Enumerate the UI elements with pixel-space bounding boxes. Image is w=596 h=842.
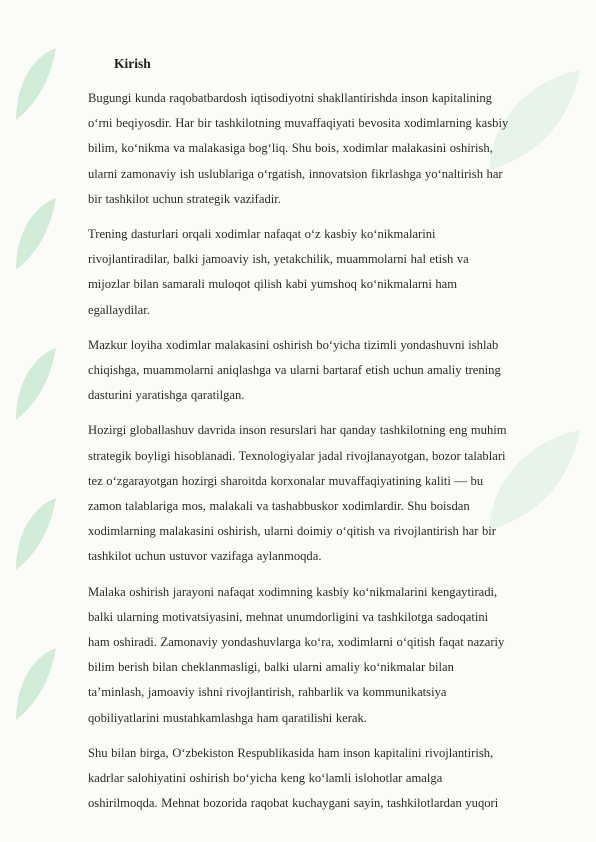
- paragraph: [88, 222, 548, 323]
- text-line: bilim, ko‘nikma va malakasiga bog‘liq. Shu bois, xodimlar malakasini oshirish,: [88, 141, 493, 156]
- text-line: bir tashkilot uchun strategik vazifadir.: [88, 191, 281, 206]
- text-line: bilim berish bilan cheklanmasligi, balki ularni amaliy ko‘nikmalar bilan: [88, 660, 454, 675]
- text-line: chiqishga, muammolarni aniqlashga va ularni bartaraf etish uchun amaliy trening: [88, 363, 501, 378]
- text-line: mijozlar bilan samarali muloqot qilish kabi yumshoq ko‘nikmalarni ham: [88, 277, 458, 292]
- text-line: ta’minlash, jamoaviy ishni rivojlantirish, rahbarlik va kommunikatsiya: [88, 685, 447, 700]
- text-line: Bugungi kunda raqobatbardosh iqtisodiyotni shakllantirishda inson kapitalining: [88, 91, 492, 105]
- text-line: Malaka oshirish jarayoni nafaqat xodimning kasbiy ko‘nikmalarini kengaytiradi,: [88, 584, 498, 599]
- text-line: xodimlarning malakasini oshirish, ularni doimiy o‘qitish va rivojlantirish har bir: [88, 524, 496, 539]
- leaf-watermark-icon: [6, 640, 62, 730]
- text-line: ham oshiradi. Zamonaviy yondashuvlarga ko‘ra, xodimlarni o‘qitish faqat nazariy: [88, 635, 505, 650]
- text-line: rivojlantiradilar, balki jamoaviy ish, yetakchilik, muammolarni hal etish va: [88, 252, 469, 267]
- text-line: ularni zamonaviy ish uslublariga o‘rgatish, innovatsion fikrlashga yo‘naltirish har: [88, 166, 503, 181]
- watermark-strip: [6, 0, 66, 842]
- text-line: Hozirgi globallashuv davrida inson resurslari har qanday tashkilotning eng muhim: [88, 423, 507, 438]
- text-line: Shu bilan birga, O‘zbekiston Respublikasida ham inson kapitalini rivojlantirish,: [88, 745, 494, 760]
- text-line: zamon talablariga mos, malakali va tashabbuskor xodimlardir. Shu boisdan: [88, 499, 470, 514]
- paragraph: [88, 580, 548, 731]
- section-heading: Kirish: [114, 56, 151, 71]
- text-line: kadrlar salohiyatini oshirish bo‘yicha keng ko‘lamli islohotlar amalga: [88, 771, 443, 786]
- leaf-watermark-icon: [6, 190, 62, 280]
- paragraph: [88, 86, 548, 212]
- text-line: egallaydilar.: [88, 302, 150, 317]
- leaf-watermark-icon: [6, 340, 62, 430]
- document-body: [88, 54, 548, 826]
- paragraph: [88, 418, 548, 569]
- text-line: balki ularning motivatsiyasini, mehnat unumdorligini va tashkilotga sadoqatini: [88, 609, 489, 624]
- text-line: Trening dasturlari orqali xodimlar nafaqat o‘z kasbiy ko‘nikmalarini: [88, 227, 436, 242]
- text-line: tez o‘zgarayotgan hozirgi sharoitda korxonalar muvaffaqiyatining kaliti — bu: [88, 473, 484, 488]
- text-line: dasturini yaratishga qaratilgan.: [88, 388, 245, 403]
- text-line: tashkilot uchun ustuvor vazifaga aylanmoqda.: [88, 549, 322, 564]
- text-line: strategik boyligi hisoblanadi. Texnologiyalar jadal rivojlanayotgan, bozor talablari: [88, 448, 506, 463]
- text-line: o‘rni beqiyosdir. Har bir tashkilotning muvaffaqiyati bevosita xodimlarning kasbiy: [88, 116, 509, 131]
- paragraph: [88, 741, 548, 817]
- leaf-watermark-icon: [6, 490, 62, 580]
- paragraph: [88, 333, 548, 409]
- leaf-watermark-icon: [6, 40, 62, 130]
- text-line: qobiliyatlarini mustahkamlashga ham qaratilishi kerak.: [88, 710, 367, 725]
- text-line: Mazkur loyiha xodimlar malakasini oshirish bo‘yicha tizimli yondashuvni ishlab: [88, 337, 499, 352]
- text-line: oshirilmoqda. Mehnat bozorida raqobat kuchaygani sayin, tashkilotlardan yuqori: [88, 796, 499, 811]
